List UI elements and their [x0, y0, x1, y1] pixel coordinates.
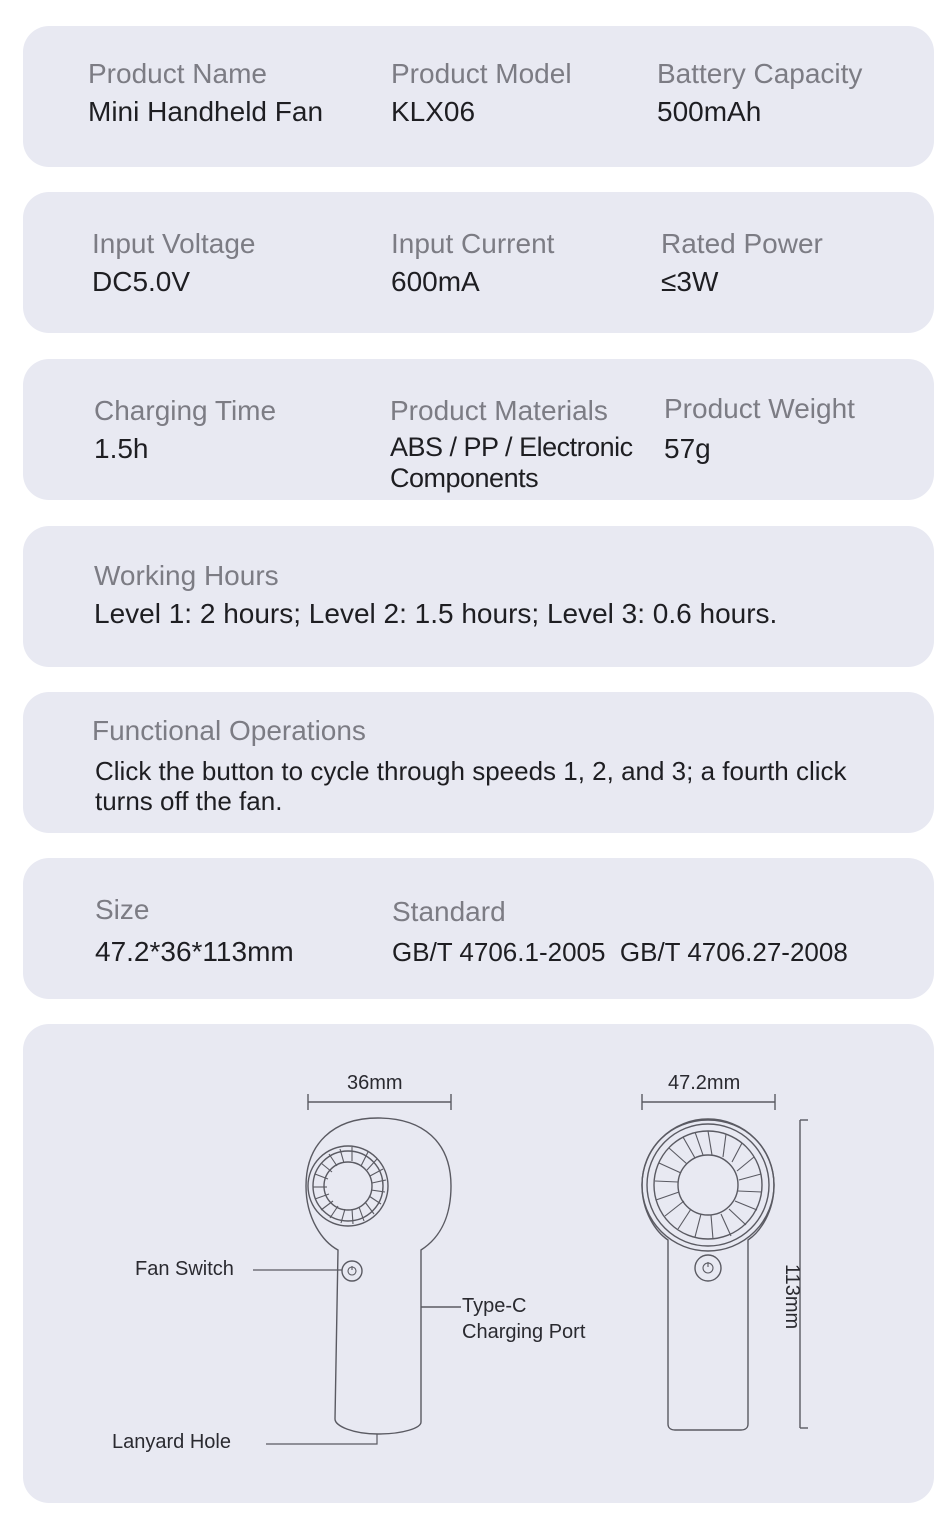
front-view-fan-illustration	[642, 1119, 774, 1430]
dimension-diagram-card	[23, 1024, 934, 1503]
product-model-cell	[391, 57, 572, 129]
charging-time-label: Charging Time	[94, 395, 277, 426]
side-width-dimension-line	[308, 1094, 451, 1110]
standard-value: GB/T 4706.1-2005 GB/T 4706.27-2008	[392, 937, 848, 967]
functional-operations-value: Click the button to cycle through speeds 1, 2, and 3; a fourth click turns off the fan.	[95, 756, 847, 816]
input-current-label: Input Current	[391, 228, 555, 259]
battery-capacity-value: 500mAh	[657, 96, 762, 127]
front-width-dimension-line	[642, 1094, 775, 1110]
front-width-label: 47.2mm	[668, 1072, 741, 1094]
charging-time-cell	[94, 394, 276, 466]
rated-power-cell	[661, 227, 823, 299]
size-value: 47.2*36*113mm	[95, 936, 294, 967]
input-current-value: 600mA	[391, 266, 480, 297]
battery-capacity-cell	[657, 57, 862, 129]
functional-operations-label: Functional Operations	[92, 715, 366, 746]
side-width-label: 36mm	[347, 1072, 403, 1094]
functional-operations-cell	[92, 714, 882, 816]
input-current-cell	[391, 227, 554, 299]
product-name-cell	[88, 57, 323, 129]
size-cell	[95, 893, 294, 969]
size-label: Size	[95, 894, 150, 925]
product-name-value: Mini Handheld Fan	[88, 96, 324, 127]
input-voltage-cell	[92, 227, 255, 299]
spec-card-6	[23, 858, 934, 999]
product-name-label: Product Name	[88, 58, 267, 89]
product-weight-cell	[664, 392, 855, 466]
rated-power-value: ≤3W	[661, 266, 719, 297]
spec-card-4	[23, 526, 934, 667]
battery-capacity-label: Battery Capacity	[657, 58, 863, 89]
product-weight-label: Product Weight	[664, 393, 855, 424]
input-voltage-label: Input Voltage	[92, 228, 256, 259]
working-hours-cell	[94, 559, 777, 631]
product-materials-value: ABS / PP / Electronic Components	[390, 432, 633, 493]
working-hours-value: Level 1: 2 hours; Level 2: 1.5 hours; Level 3: 0.6 hours.	[94, 598, 778, 629]
input-voltage-value: DC5.0V	[92, 266, 191, 297]
product-model-label: Product Model	[391, 58, 572, 89]
spec-card-5	[23, 692, 934, 833]
standard-cell	[392, 895, 848, 967]
height-label: 113mm	[781, 1264, 803, 1330]
type-c-port-label: Type-C Charging Port	[462, 1295, 586, 1343]
lanyard-hole-label: Lanyard Hole	[112, 1431, 231, 1453]
working-hours-label: Working Hours	[94, 560, 279, 591]
product-weight-value: 57g	[664, 433, 711, 464]
spec-card-3	[23, 359, 934, 500]
spec-card-2	[23, 192, 934, 333]
standard-label: Standard	[392, 896, 506, 927]
spec-card-1	[23, 26, 934, 167]
product-model-value: KLX06	[391, 96, 476, 127]
side-view-fan-illustration	[253, 1118, 461, 1444]
product-materials-cell	[390, 394, 652, 494]
charging-time-value: 1.5h	[94, 433, 149, 464]
rated-power-label: Rated Power	[661, 228, 823, 259]
product-materials-label: Product Materials	[390, 395, 608, 426]
fan-switch-label: Fan Switch	[135, 1258, 234, 1280]
